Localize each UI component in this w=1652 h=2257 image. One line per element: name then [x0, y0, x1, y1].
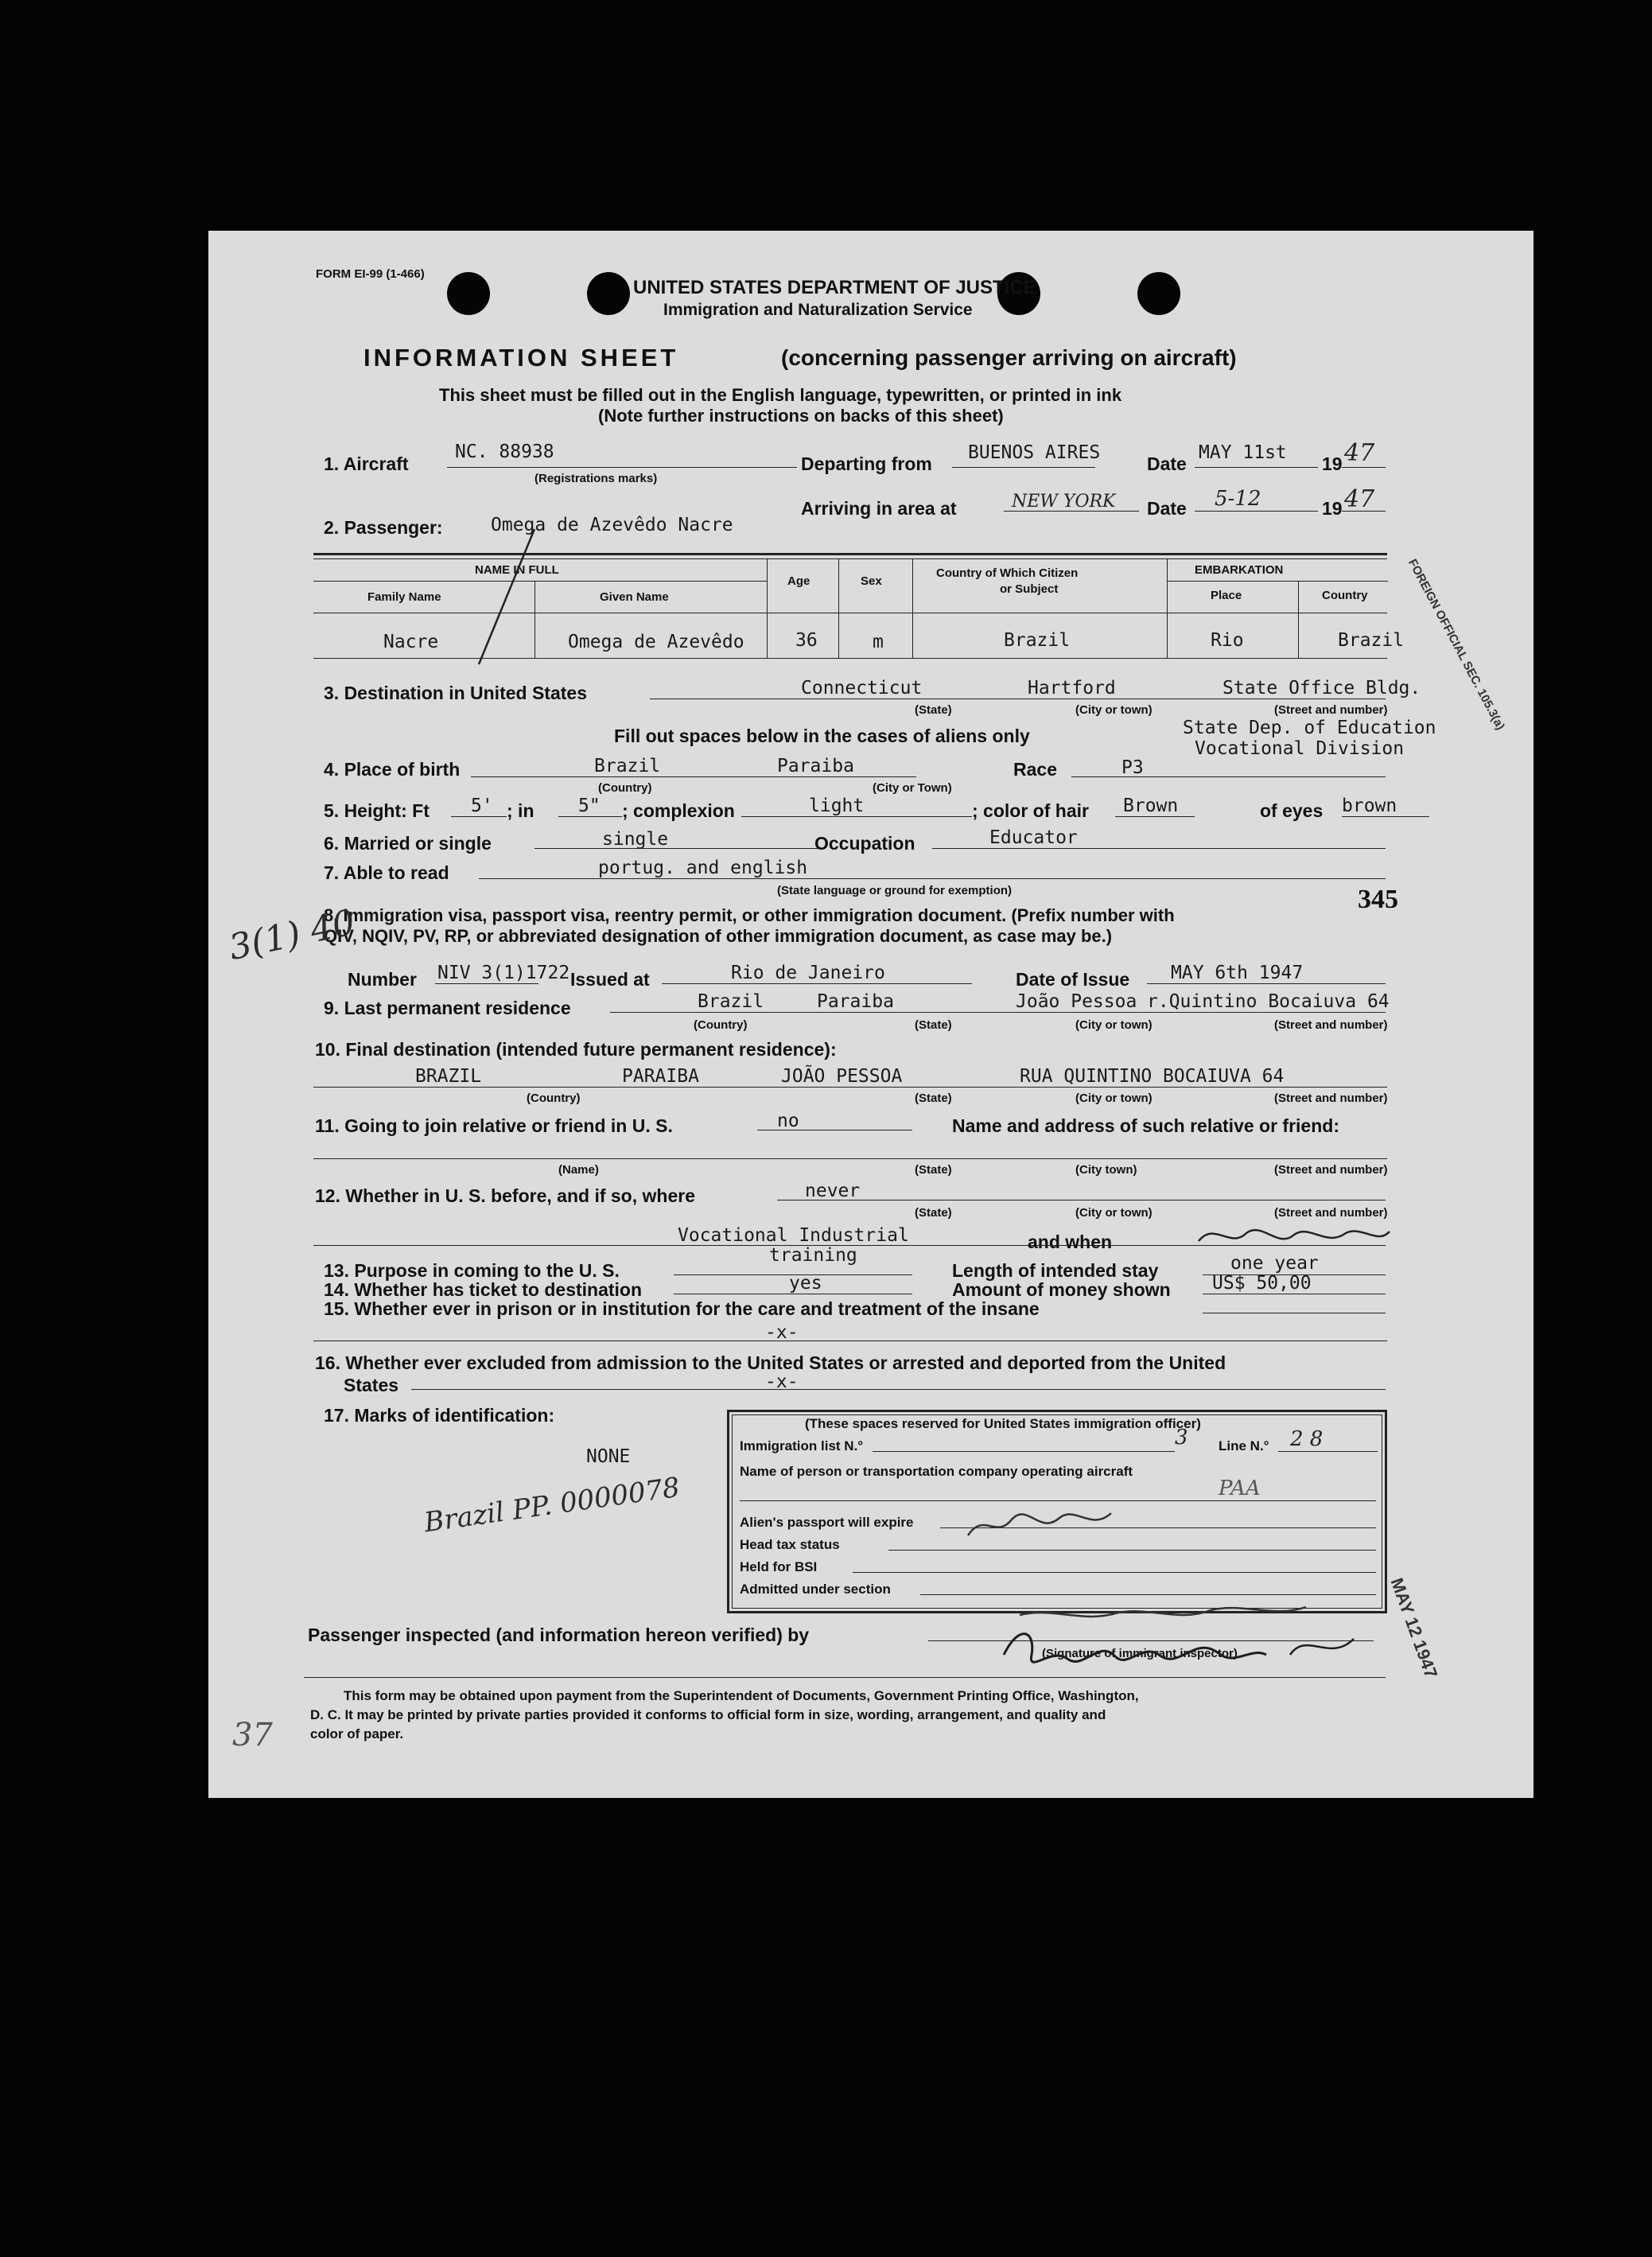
ticket-label: 14. Whether has ticket to destination: [324, 1279, 643, 1300]
document-number-label: Number: [348, 969, 417, 990]
destination-state: Connecticut: [801, 678, 923, 699]
aircraft-label: 1. Aircraft: [324, 453, 409, 474]
read-label: 7. Able to read: [324, 862, 449, 883]
registration-caption: (Registrations marks): [534, 472, 658, 485]
line-number-field: 2 8: [1290, 1427, 1324, 1451]
hair-field: Brown: [1123, 796, 1179, 816]
final-street: RUA QUINTINO BOCAIUVA 64: [1020, 1066, 1285, 1087]
final-state: PARAIBA: [622, 1066, 699, 1087]
identification-field: NONE: [586, 1446, 631, 1467]
name-in-full-header: NAME IN FULL: [475, 563, 559, 577]
residence-street: r.Quintino Bocaiuva 64: [1147, 991, 1390, 1012]
officer-box-title: (These spaces reserved for United States immigration officer): [805, 1416, 1201, 1431]
passenger-label: 2. Passenger:: [324, 517, 443, 538]
money-field: US$ 50,00: [1212, 1273, 1312, 1294]
family-name-cell: Nacre: [383, 632, 439, 652]
punch-hole: [587, 272, 630, 315]
excluded-label: 16. Whether ever excluded from admission to the United States or arrested and deported from the United: [315, 1352, 1226, 1373]
place-header: Place: [1211, 589, 1242, 602]
departing-label: Departing from: [801, 453, 932, 474]
given-name-cell: Omega de Azevêdo: [568, 632, 744, 652]
document-number-field: NIV 3(1)1722: [437, 963, 570, 983]
embark-country-header: Country: [1322, 589, 1368, 602]
birth-country: Brazil: [594, 756, 661, 776]
residence-label: 9. Last permanent residence: [324, 998, 571, 1018]
occupation-label: Occupation: [814, 833, 915, 854]
marital-field: single: [602, 829, 669, 850]
departure-year-field: 47: [1344, 439, 1375, 467]
final-country: BRAZIL: [415, 1066, 482, 1087]
destination-label: 3. Destination in United States: [324, 683, 587, 703]
final-city: JOÃO PESSOA: [781, 1066, 903, 1087]
aliens-note: Fill out spaces below in the cases of aliens only: [614, 726, 1030, 746]
eyes-field: brown: [1342, 796, 1397, 816]
prior-visit-label: 12. Whether in U. S. before, and if so, where: [315, 1185, 695, 1206]
issue-date-field: MAY 6th 1947: [1171, 963, 1304, 983]
foreign-official-stamp: FOREIGN OFFICIAL SEC. 105.3(a): [1405, 557, 1507, 733]
country-header: Country of Which Citizen: [936, 566, 1079, 580]
height-in: 5": [578, 796, 601, 816]
punch-hole: [1137, 272, 1180, 315]
race-field: P3: [1121, 757, 1144, 778]
prison-field: -x-: [765, 1322, 799, 1343]
prison-label: 15. Whether ever in prison or in institution for the care and treatment of the insane: [324, 1298, 1040, 1319]
destination-street: State Office Bldg.: [1222, 678, 1421, 699]
birth-label: 4. Place of birth: [324, 759, 461, 780]
name-slash-mark: [471, 525, 542, 668]
purpose-field-line1: Vocational Industrial: [678, 1225, 909, 1246]
destination-city: Hartford: [1028, 678, 1116, 699]
inspector-signature-caption: (Signature of immigrant inspector): [1042, 1647, 1238, 1660]
height-label: 5. Height: Ft: [324, 800, 430, 821]
arriving-field: NEW YORK: [1012, 492, 1116, 512]
arrival-year-field: 47: [1344, 485, 1375, 513]
immigration-doc-label: 8. Immigration visa, passport visa, reentry permit, or other immigration document. (Prefix number with: [324, 905, 1175, 925]
id-handwritten-note: Brazil PP. 0000078: [422, 1471, 682, 1539]
punch-hole: [447, 272, 490, 315]
company-field: PAA: [1219, 1477, 1261, 1500]
expire-handwriting: [960, 1496, 1135, 1551]
residence-city: João Pessoa: [1016, 991, 1137, 1012]
inspector-signature: [988, 1599, 1401, 1687]
arrival-date-field: 5-12: [1215, 487, 1261, 511]
embarkation-header: EMBARKATION: [1195, 563, 1284, 577]
prior-visit-field: never: [805, 1181, 861, 1201]
department-name: UNITED STATES DEPARTMENT OF JUSTICE: [633, 277, 1036, 298]
age-cell: 36: [795, 630, 818, 651]
identification-label: 17. Marks of identification:: [324, 1405, 555, 1426]
race-label: Race: [1013, 759, 1057, 780]
height-ft: 5': [471, 796, 493, 816]
bottom-margin-note: 37: [232, 1717, 273, 1753]
left-margin-note: 3(1) 40: [225, 901, 359, 969]
issued-at-field: Rio de Janeiro: [731, 963, 885, 983]
residence-state: Paraiba: [817, 991, 894, 1012]
immigration-list-field: 3: [1175, 1426, 1188, 1450]
stamp-number: 345: [1358, 885, 1398, 914]
passenger-field: Omega de Azevêdo Nacre: [491, 515, 733, 535]
join-relative-label: 11. Going to join relative or friend in U. S.: [315, 1115, 673, 1136]
read-field: portug. and english: [598, 858, 808, 878]
family-name-header: Family Name: [367, 590, 441, 604]
date-label: Date: [1147, 453, 1187, 474]
inspection-date-stamp: MAY 12 1947: [1386, 1575, 1442, 1681]
marital-label: 6. Married or single: [324, 833, 492, 854]
stay-handwriting: [1191, 1217, 1397, 1257]
form-number: FORM EI-99 (1-466): [316, 267, 425, 281]
birth-city: Paraiba: [777, 756, 854, 776]
sex-header: Sex: [861, 574, 882, 588]
inspected-label: Passenger inspected (and information hereon verified) by: [308, 1625, 810, 1645]
embark-place-cell: Rio: [1211, 630, 1244, 651]
country-cell: Brazil: [1004, 630, 1071, 651]
age-header: Age: [787, 574, 810, 588]
arriving-label: Arriving in area at: [801, 498, 957, 519]
complexion-field: light: [809, 796, 865, 816]
information-sheet: FORM EI-99 (1-466) UNITED STATES DEPARTMENT OF JUSTICE Immigration and Naturalization Service INFORMATION SHEET (concerning passenger arriving on aircraft) This sheet must be filled out in the English language, typewritten, or printed in ink (Note further instructions on backs of this sheet) 1. Aircraft NC. 88938 (Registrations marks) Departing from BUENOS AIRES Date MAY 11st 19 47 2. Passenger: Omega de Azevêdo Nacre Arriving in area at NEW YORK Date 5-12 19 47 NAME IN FULL Family Name Given Name Age Sex Country of Which Citizen or Subject EMBARKATION Place Country Nacre Omega de Azevêdo 36 m Brazil Rio Brazil FOREIGN OFFICIAL SEC. 105.3(a) 3. Destination in United States Connecticut Hartford State Office Bldg. (State) (City or town) (Street and number) Fill out spaces below in the cases of aliens only State Dep. of Education Vocational Division 4. Place of birth Brazil Paraiba Race P3 (Country) (City or Town) 5. Height: Ft 5' ; in 5" ; complexion light ; color of hair Brown of eyes brown 6. Married or single single Occupation Educator 7. Able to read portug. and english (State language or ground for exemption) 8. Immigration visa, passport visa, reentry permit, or other immigration document. (Prefix number with QIV, NQIV, PV, RP, or abbreviated designation of other immigration document, as case may be.) 345 Number NIV 3(1)1722 Issued at Rio de Janeiro Date of Issue MAY 6th 1947 9. Last permanent residence Brazil Paraiba João Pessoa r.Quintino Bocaiuva 64 (Country) (State) (City or town) (Street and number) 10. Final destination (intended future permanent residence): BRAZIL PARAIBA JOÃO PESSOA RUA QUINTINO BOCAIUVA 64 (Country) (State) (City or town) (Street and number) 11. Going to join relative or friend in U. S. no Name and address of such relative or friend: (Name) (State) (City town) (Street and number) 12. Whether in U. S. before, and if so, where never (State) (City or town) (Street and number) and when Vocational Industrial 13. Purpose in coming to the U. S. training Length of intended stay one year 14. Whether has ticket to destination yes Amount of money shown US$ 50,00 15. Whether ever in prison or in institution for the care and treatment of the insane -x- 16. Whether ever excluded from admission to the United States or arrested and deported from the United States -x- 17. Marks of identification: NONE (These spaces reserved for United States immigration officer) Immigration list N.° 3 Line N.° 2 8 Name of person or transportation company operating aircraft PAA Alien's passport will expire Head tax status Held for BSI Admitted under section Passenger inspected (and information hereon verified) by (Signature of immigrant inspector) MAY 12 1947 This form may be obtained upon payment from the Superintendent of Documents, Government Printing Office, Washington, D. C. It may be printed by private parties provided it conforms to official form in size, wording, arrangement, and quality and color of paper. 3(1) 40 37 Brazil PP. 0000078: [208, 231, 1533, 1798]
instruction-note: (Note further instructions on backs of this sheet): [598, 406, 1004, 426]
given-name-header: Given Name: [600, 590, 669, 604]
departing-field: BUENOS AIRES: [968, 442, 1101, 463]
departure-date-field: MAY 11st: [1199, 442, 1287, 463]
residence-country: Brazil: [698, 991, 764, 1012]
page-subtitle: (concerning passenger arriving on aircraft): [781, 345, 1237, 370]
embark-country-cell: Brazil: [1338, 630, 1405, 651]
page-title: INFORMATION SHEET: [363, 344, 679, 372]
aircraft-field: NC. 88938: [455, 442, 554, 462]
join-relative-field: no: [777, 1111, 799, 1131]
excluded-field: -x-: [765, 1372, 799, 1392]
ticket-field: yes: [789, 1273, 822, 1294]
purpose-field-line2: training: [769, 1245, 857, 1266]
footer-line: This form may be obtained upon payment from the Superintendent of Documents, Government Printing Office, Washington,: [344, 1688, 1139, 1703]
stay-field: one year: [1230, 1253, 1319, 1274]
instruction-line: This sheet must be filled out in the English language, typewritten, or printed in ink: [439, 385, 1122, 405]
sex-cell: m: [873, 632, 884, 652]
occupation-field: Educator: [989, 827, 1078, 848]
service-name: Immigration and Naturalization Service: [663, 301, 973, 319]
final-destination-label: 10. Final destination (intended future permanent residence):: [315, 1039, 837, 1060]
purpose-label: 13. Purpose in coming to the U. S.: [324, 1260, 620, 1281]
